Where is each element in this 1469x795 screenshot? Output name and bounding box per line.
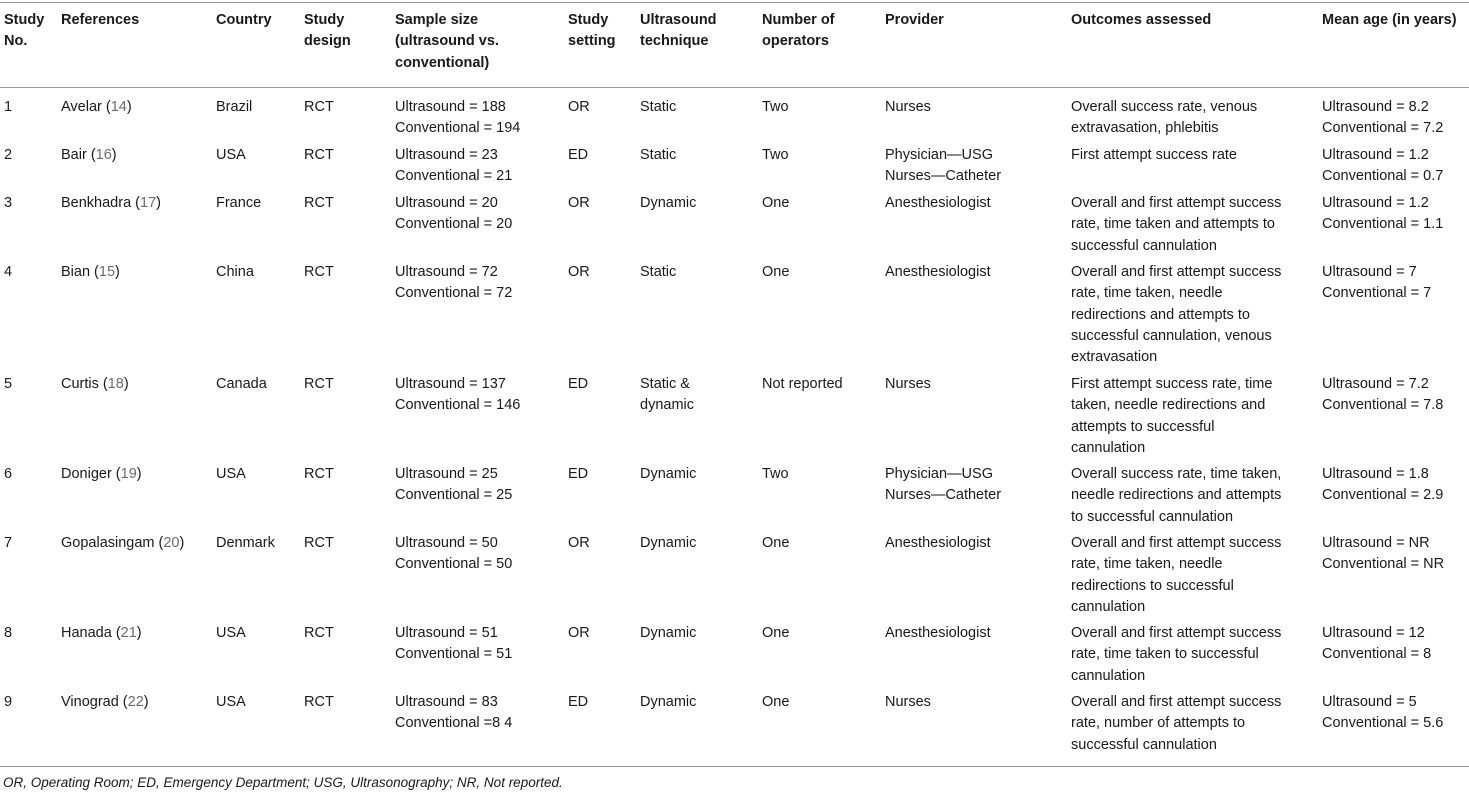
cell-text-line: Ultrasound = 50 <box>395 535 498 551</box>
cell-text-line: First attempt success rate <box>1071 147 1237 163</box>
cell-study-design: RCT <box>304 466 334 482</box>
cell-country: USA <box>216 694 246 710</box>
cell-text-line: Overall and first attempt success <box>1071 694 1282 710</box>
cell-sample-size <box>395 262 512 305</box>
cell-references: Bian (15) <box>61 264 120 280</box>
cell-study-setting: OR <box>568 535 590 551</box>
cell-text-line: Dynamic <box>640 694 697 710</box>
cell-text-line: Ultrasound = 25 <box>395 466 498 482</box>
cell-mean-age <box>1322 464 1443 507</box>
cell-text-line: to successful cannulation <box>1071 508 1234 525</box>
cell-text-line: Conventional = 20 <box>395 216 513 233</box>
cell-sample-size <box>395 193 512 236</box>
cell-text-line: Conventional = 21 <box>395 168 513 185</box>
table-footnote: OR, Operating Room; ED, Emergency Department; USG, Ultrasonography; NR, Not reported. <box>3 775 563 790</box>
cell-text-line: redirections to successful <box>1071 577 1234 594</box>
cell-study-setting: OR <box>568 99 590 115</box>
cell-number-of-operators: Not reported <box>762 376 843 392</box>
author-name: Hanada <box>61 625 112 641</box>
cell-text-line: Nurses—Catheter <box>885 487 1002 504</box>
cell-text-line: Static <box>640 99 677 115</box>
cell-study-no: 2 <box>4 147 13 163</box>
cell-mean-age <box>1322 262 1431 305</box>
cell-text-line: Ultrasound = 137 <box>395 376 506 392</box>
cell-text-line: Physician—USG <box>885 147 993 163</box>
cell-text-line: dynamic <box>640 397 694 414</box>
cell-mean-age <box>1322 97 1443 140</box>
cell-provider <box>885 193 991 214</box>
header-text-line: Number of <box>762 12 835 28</box>
cell-provider <box>885 97 931 118</box>
table-header-rule <box>0 87 1469 88</box>
cell-number-of-operators: One <box>762 535 790 551</box>
cell-text-line: redirections and attempts to <box>1071 306 1250 323</box>
cell-outcomes-assessed <box>1071 145 1237 166</box>
cell-text-line: First attempt success rate, time <box>1071 376 1273 392</box>
cell-references: Curtis (18) <box>61 376 129 392</box>
cell-provider <box>885 145 1001 188</box>
cell-sample-size <box>395 464 512 507</box>
cell-text-line: Conventional =8 4 <box>395 715 513 732</box>
cell-text-line: Ultrasound = 5 <box>1322 694 1417 710</box>
cell-text-line: Overall and first attempt success <box>1071 535 1282 551</box>
header-text-line: Study <box>4 12 45 28</box>
cell-text-line: attempts to successful <box>1071 418 1215 435</box>
cell-references: Doniger (19) <box>61 466 142 482</box>
cell-text-line: taken, needle redirections and <box>1071 397 1266 414</box>
header-provider <box>885 10 944 31</box>
cell-study-no: 8 <box>4 625 13 641</box>
reference-link[interactable]: 16 <box>95 147 112 163</box>
cell-study-no: 1 <box>4 99 13 115</box>
author-name: Avelar <box>61 99 102 115</box>
cell-provider <box>885 533 991 554</box>
cell-references: Benkhadra (17) <box>61 195 161 211</box>
cell-number-of-operators: One <box>762 625 790 641</box>
header-number-of-operators <box>762 10 835 53</box>
cell-ultrasound-technique <box>640 533 696 554</box>
header-text-line: Provider <box>885 12 944 28</box>
reference-link[interactable]: 22 <box>127 694 144 710</box>
cell-text-line: Dynamic <box>640 466 697 482</box>
header-outcomes-assessed <box>1071 10 1211 31</box>
cell-mean-age <box>1322 145 1443 188</box>
cell-sample-size <box>395 623 512 666</box>
reference-link[interactable]: 14 <box>110 99 127 115</box>
cell-provider <box>885 692 931 713</box>
cell-text-line: Dynamic <box>640 195 697 211</box>
cell-text-line: Anesthesiologist <box>885 264 991 280</box>
cell-country: Denmark <box>216 535 275 551</box>
cell-ultrasound-technique <box>640 692 696 713</box>
cell-text-line: Ultrasound = 1.8 <box>1322 466 1429 482</box>
header-text-line: Sample size <box>395 12 479 28</box>
cell-study-no: 5 <box>4 376 13 392</box>
cell-study-design: RCT <box>304 694 334 710</box>
header-study-no <box>4 10 44 53</box>
cell-study-design: RCT <box>304 376 334 392</box>
cell-references: Hanada (21) <box>61 625 142 641</box>
cell-text-line: Nurses <box>885 694 931 710</box>
cell-references: Gopalasingam (20) <box>61 535 185 551</box>
header-text-line: technique <box>640 33 709 50</box>
cell-study-design: RCT <box>304 147 334 163</box>
cell-text-line: extravasation, phlebitis <box>1071 120 1219 137</box>
cell-text-line: extravasation <box>1071 349 1158 366</box>
header-text-line: No. <box>4 33 28 50</box>
cell-text-line: Overall success rate, time taken, <box>1071 466 1282 482</box>
header-text-line: conventional) <box>395 54 490 71</box>
cell-text-line: rate, time taken, needle <box>1071 285 1223 302</box>
header-text-line: setting <box>568 33 616 50</box>
cell-mean-age <box>1322 374 1443 417</box>
cell-text-line: successful cannulation, venous <box>1071 327 1272 344</box>
cell-study-setting: OR <box>568 625 590 641</box>
cell-country: Brazil <box>216 99 253 115</box>
header-text-line: design <box>304 33 351 50</box>
cell-provider <box>885 464 1001 507</box>
cell-outcomes-assessed <box>1071 692 1281 756</box>
cell-text-line: Conventional = 50 <box>395 556 513 573</box>
cell-mean-age <box>1322 193 1443 236</box>
author-name: Benkhadra <box>61 195 132 211</box>
cell-text-line: Conventional = 2.9 <box>1322 487 1444 504</box>
cell-country: USA <box>216 147 246 163</box>
header-text-line: References <box>61 12 140 28</box>
cell-number-of-operators: Two <box>762 466 789 482</box>
cell-text-line: Conventional = 7.8 <box>1322 397 1444 414</box>
cell-text-line: Conventional = 1.1 <box>1322 216 1444 233</box>
cell-text-line: Ultrasound = 8.2 <box>1322 99 1429 115</box>
cell-text-line: Ultrasound = 23 <box>395 147 498 163</box>
cell-country: China <box>216 264 254 280</box>
cell-text-line: Nurses—Catheter <box>885 168 1002 185</box>
cell-study-setting: OR <box>568 264 590 280</box>
cell-study-setting: ED <box>568 466 589 482</box>
cell-number-of-operators: One <box>762 694 790 710</box>
cell-text-line: Nurses <box>885 99 931 115</box>
cell-text-line: Ultrasound = 1.2 <box>1322 147 1429 163</box>
header-text-line: Study <box>304 12 345 28</box>
cell-study-no: 3 <box>4 195 13 211</box>
cell-text-line: Static & <box>640 376 690 392</box>
cell-study-design: RCT <box>304 195 334 211</box>
cell-text-line: Conventional = 7 <box>1322 285 1432 302</box>
cell-text-line: rate, time taken to successful <box>1071 646 1259 663</box>
header-text-line: Mean age (in years) <box>1322 12 1457 28</box>
cell-study-design: RCT <box>304 535 334 551</box>
cell-text-line: Static <box>640 264 677 280</box>
author-name: Gopalasingam <box>61 535 155 551</box>
header-references <box>61 10 139 31</box>
cell-provider <box>885 262 991 283</box>
cell-number-of-operators: One <box>762 195 790 211</box>
cell-study-no: 4 <box>4 264 13 280</box>
header-text-line: Ultrasound <box>640 12 717 28</box>
header-country <box>216 10 272 31</box>
cell-text-line: Conventional = 5.6 <box>1322 715 1444 732</box>
cell-mean-age <box>1322 533 1444 576</box>
header-mean-age <box>1322 10 1457 31</box>
cell-text-line: rate, time taken and attempts to <box>1071 216 1275 233</box>
cell-text-line: Conventional = 194 <box>395 120 521 137</box>
cell-study-design: RCT <box>304 625 334 641</box>
cell-text-line: Ultrasound = 12 <box>1322 625 1425 641</box>
cell-sample-size <box>395 533 512 576</box>
cell-text-line: cannulation <box>1071 439 1146 456</box>
cell-text-line: needle redirections and attempts <box>1071 487 1282 504</box>
reference-link[interactable]: 21 <box>120 625 137 641</box>
cell-text-line: Ultrasound = 20 <box>395 195 498 211</box>
header-sample-size <box>395 10 499 74</box>
cell-text-line: Conventional = 146 <box>395 397 521 414</box>
reference-link[interactable]: 20 <box>163 535 180 551</box>
cell-ultrasound-technique <box>640 262 676 283</box>
cell-references: Avelar (14) <box>61 99 132 115</box>
cell-text-line: Ultrasound = 83 <box>395 694 498 710</box>
cell-country: France <box>216 195 262 211</box>
cell-mean-age <box>1322 623 1431 666</box>
cell-text-line: Static <box>640 147 677 163</box>
header-study-design <box>304 10 351 53</box>
author-name: Doniger <box>61 466 112 482</box>
cell-text-line: rate, time taken, needle <box>1071 556 1223 573</box>
cell-study-design: RCT <box>304 99 334 115</box>
cell-study-no: 6 <box>4 466 13 482</box>
cell-text-line: cannulation <box>1071 667 1146 684</box>
cell-references: Vinograd (22) <box>61 694 149 710</box>
cell-text-line: Ultrasound = NR <box>1322 535 1430 551</box>
header-text-line: Outcomes assessed <box>1071 12 1212 28</box>
cell-text-line: Dynamic <box>640 535 697 551</box>
cell-text-line: Anesthesiologist <box>885 535 991 551</box>
cell-number-of-operators: One <box>762 264 790 280</box>
cell-sample-size <box>395 374 520 417</box>
cell-text-line: Dynamic <box>640 625 697 641</box>
cell-text-line: Ultrasound = 7.2 <box>1322 376 1429 392</box>
cell-text-line: Overall and first attempt success <box>1071 195 1282 211</box>
cell-text-line: Ultrasound = 1.2 <box>1322 195 1429 211</box>
cell-outcomes-assessed <box>1071 533 1281 618</box>
cell-study-setting: ED <box>568 376 589 392</box>
cell-provider <box>885 374 931 395</box>
cell-text-line: Conventional = 72 <box>395 285 513 302</box>
cell-text-line: Nurses <box>885 376 931 392</box>
cell-sample-size <box>395 692 512 735</box>
cell-text-line: Conventional = 8 <box>1322 646 1432 663</box>
cell-study-setting: ED <box>568 694 589 710</box>
cell-text-line: rate, number of attempts to <box>1071 715 1246 732</box>
header-text-line: Country <box>216 12 272 28</box>
cell-study-no: 9 <box>4 694 13 710</box>
cell-country: USA <box>216 466 246 482</box>
cell-text-line: Ultrasound = 188 <box>395 99 506 115</box>
cell-number-of-operators: Two <box>762 147 789 163</box>
cell-text-line: Conventional = NR <box>1322 556 1445 573</box>
cell-text-line: cannulation <box>1071 598 1146 615</box>
cell-text-line: Ultrasound = 7 <box>1322 264 1417 280</box>
cell-ultrasound-technique <box>640 193 696 214</box>
cell-number-of-operators: Two <box>762 99 789 115</box>
cell-ultrasound-technique <box>640 623 696 644</box>
cell-ultrasound-technique <box>640 97 676 118</box>
table-top-rule <box>0 2 1469 3</box>
cell-sample-size <box>395 97 520 140</box>
reference-link[interactable]: 17 <box>140 195 157 211</box>
cell-provider <box>885 623 991 644</box>
cell-text-line: successful cannulation <box>1071 237 1217 254</box>
cell-text-line: Ultrasound = 51 <box>395 625 498 641</box>
cell-mean-age <box>1322 692 1443 735</box>
cell-ultrasound-technique <box>640 145 676 166</box>
cell-text-line: Ultrasound = 72 <box>395 264 498 280</box>
cell-text-line: Physician—USG <box>885 466 993 482</box>
cell-text-line: Overall success rate, venous <box>1071 99 1258 115</box>
header-text-line: (ultrasound vs. <box>395 33 499 50</box>
cell-study-no: 7 <box>4 535 13 551</box>
table-bottom-rule <box>0 766 1469 767</box>
header-ultrasound-technique <box>640 10 717 53</box>
cell-outcomes-assessed <box>1071 97 1257 140</box>
cell-ultrasound-technique <box>640 464 696 485</box>
author-name: Bian <box>61 264 91 280</box>
cell-text-line: successful cannulation <box>1071 736 1217 753</box>
cell-outcomes-assessed <box>1071 262 1281 368</box>
cell-ultrasound-technique <box>640 374 694 417</box>
cell-study-setting: OR <box>568 195 590 211</box>
cell-outcomes-assessed <box>1071 464 1281 528</box>
cell-outcomes-assessed <box>1071 623 1281 687</box>
cell-study-setting: ED <box>568 147 589 163</box>
cell-references: Bair (16) <box>61 147 117 163</box>
cell-text-line: Conventional = 0.7 <box>1322 168 1444 185</box>
author-name: Bair <box>61 147 87 163</box>
cell-text-line: Conventional = 25 <box>395 487 513 504</box>
cell-country: Canada <box>216 376 267 392</box>
cell-sample-size <box>395 145 512 188</box>
cell-country: USA <box>216 625 246 641</box>
header-text-line: Study <box>568 12 609 28</box>
header-study-setting <box>568 10 616 53</box>
cell-text-line: Anesthesiologist <box>885 195 991 211</box>
cell-outcomes-assessed <box>1071 374 1272 459</box>
reference-link[interactable]: 18 <box>107 376 124 392</box>
author-name: Vinograd <box>61 694 119 710</box>
cell-study-design: RCT <box>304 264 334 280</box>
header-text-line: operators <box>762 33 829 50</box>
cell-text-line: Overall and first attempt success <box>1071 625 1282 641</box>
cell-text-line: Anesthesiologist <box>885 625 991 641</box>
cell-outcomes-assessed <box>1071 193 1281 257</box>
cell-text-line: Conventional = 51 <box>395 646 513 663</box>
author-name: Curtis <box>61 376 99 392</box>
reference-link[interactable]: 19 <box>120 466 137 482</box>
reference-link[interactable]: 15 <box>98 264 116 280</box>
cell-text-line: Overall and first attempt success <box>1071 264 1282 280</box>
cell-text-line: Conventional = 7.2 <box>1322 120 1444 137</box>
